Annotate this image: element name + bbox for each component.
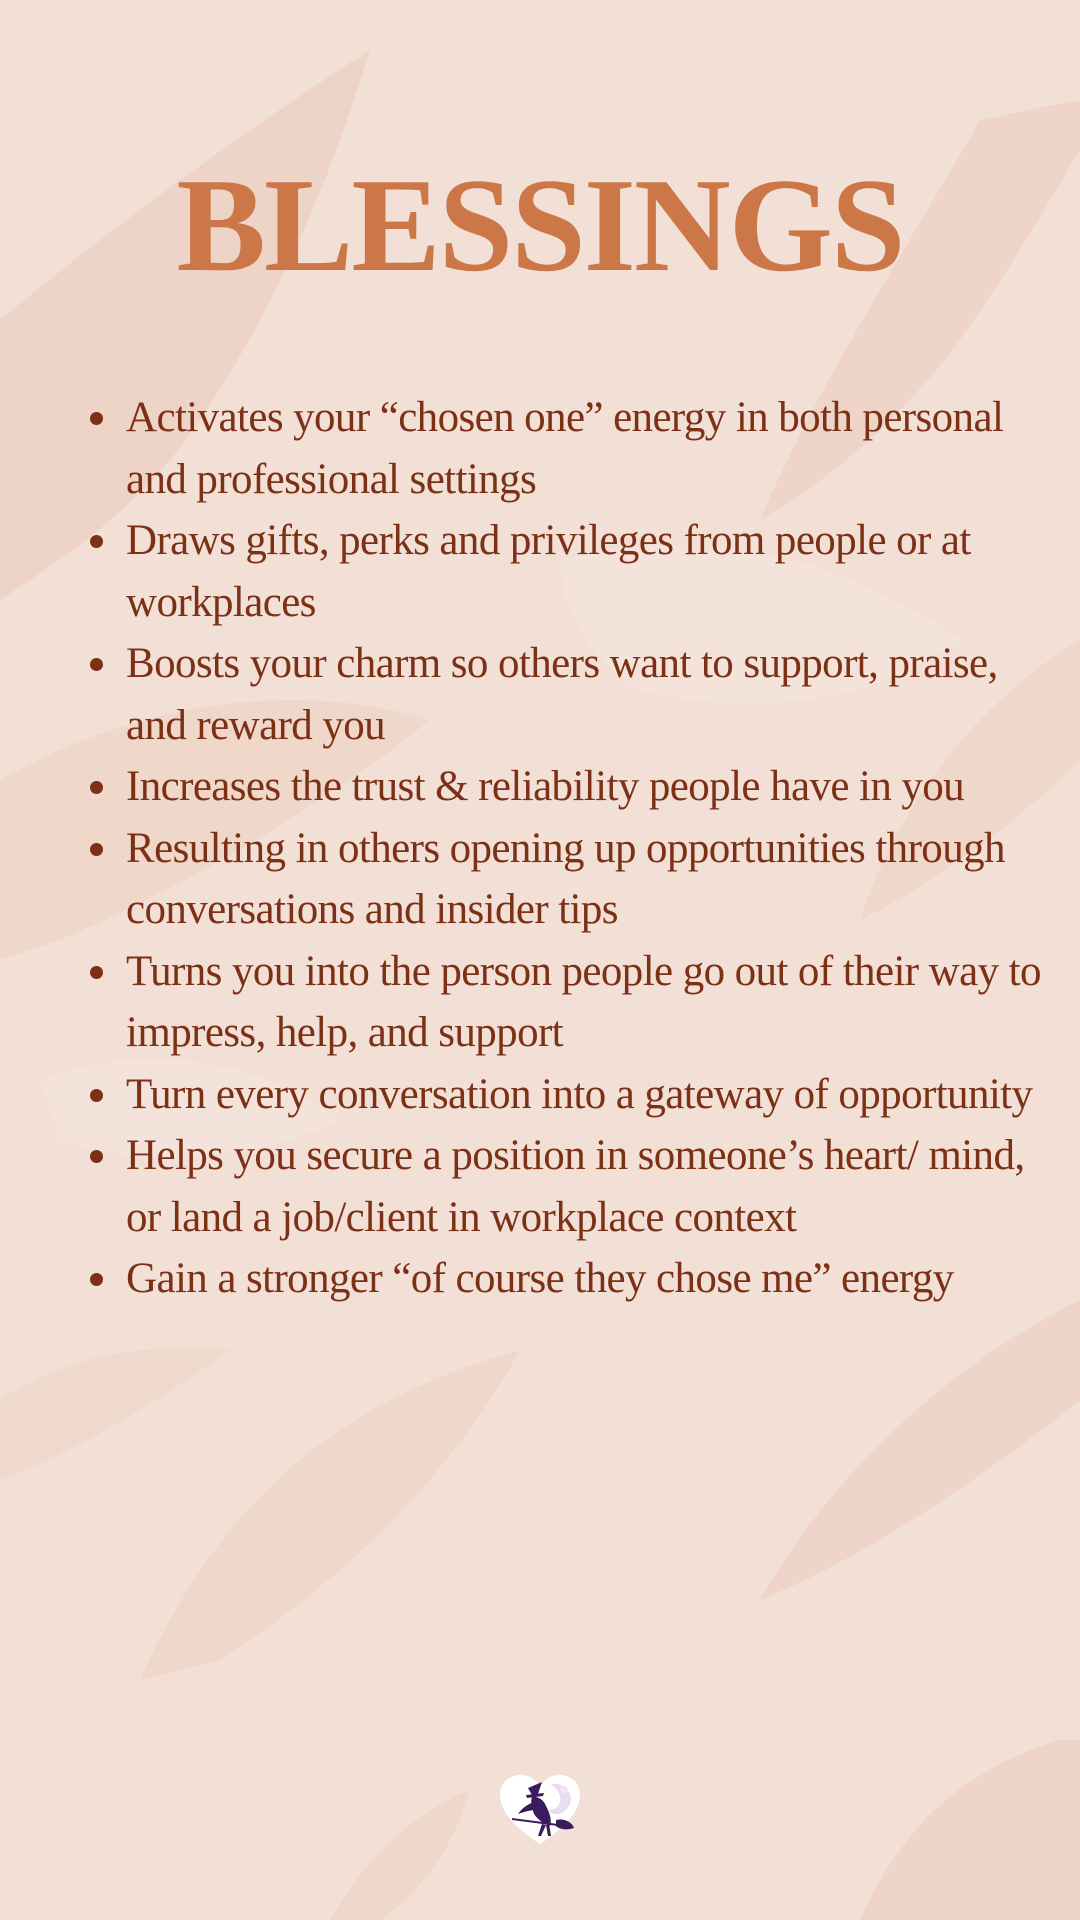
bullet-icon [90,535,103,548]
list-item-text: Boosts your charm so others want to support, praise, and reward you [126,640,998,749]
list-item [90,1064,1050,1126]
page-title: BLESSINGS [176,151,904,299]
list-item [90,633,1050,756]
bullet-icon [90,843,103,856]
list-item [90,818,1050,941]
bullet-icon [90,1150,103,1163]
list-item [90,1248,1050,1310]
list-item-text: Turns you into the person people go out of their way to impress, help, and support [126,947,1041,1056]
blessings-list [90,387,1050,1310]
list-item-text: Turn every conversation into a gateway of opportunity [126,1070,1033,1118]
list-item-text: Increases the trust & reliability people have in you [126,763,965,810]
list-item-text: Resulting in others opening up opportunities through conversations and insider tips [126,824,1005,933]
list-item-text: Draws gifts, perks and privileges from people or at workplaces [126,517,971,626]
bullet-icon [90,1273,103,1286]
bullet-icon [90,1089,103,1102]
list-item-text: Helps you secure a position in someone’s heart/ mind, or land a job/client in workplace context [126,1132,1025,1241]
list-item-text: Activates your “chosen one” energy in both personal and professional settings [126,394,1004,503]
list-item [90,941,1050,1064]
bullet-icon [90,781,103,794]
witch-on-broom-heart-logo-icon [498,1774,582,1846]
list-item [90,756,1050,818]
bullet-icon [90,412,103,425]
bullet-icon [90,966,103,979]
bullet-icon [90,658,103,671]
list-item-text: Gain a stronger “of course they chose me” energy [126,1255,954,1302]
list-item [90,387,1050,510]
list-item [90,1125,1050,1248]
list-item [90,510,1050,633]
